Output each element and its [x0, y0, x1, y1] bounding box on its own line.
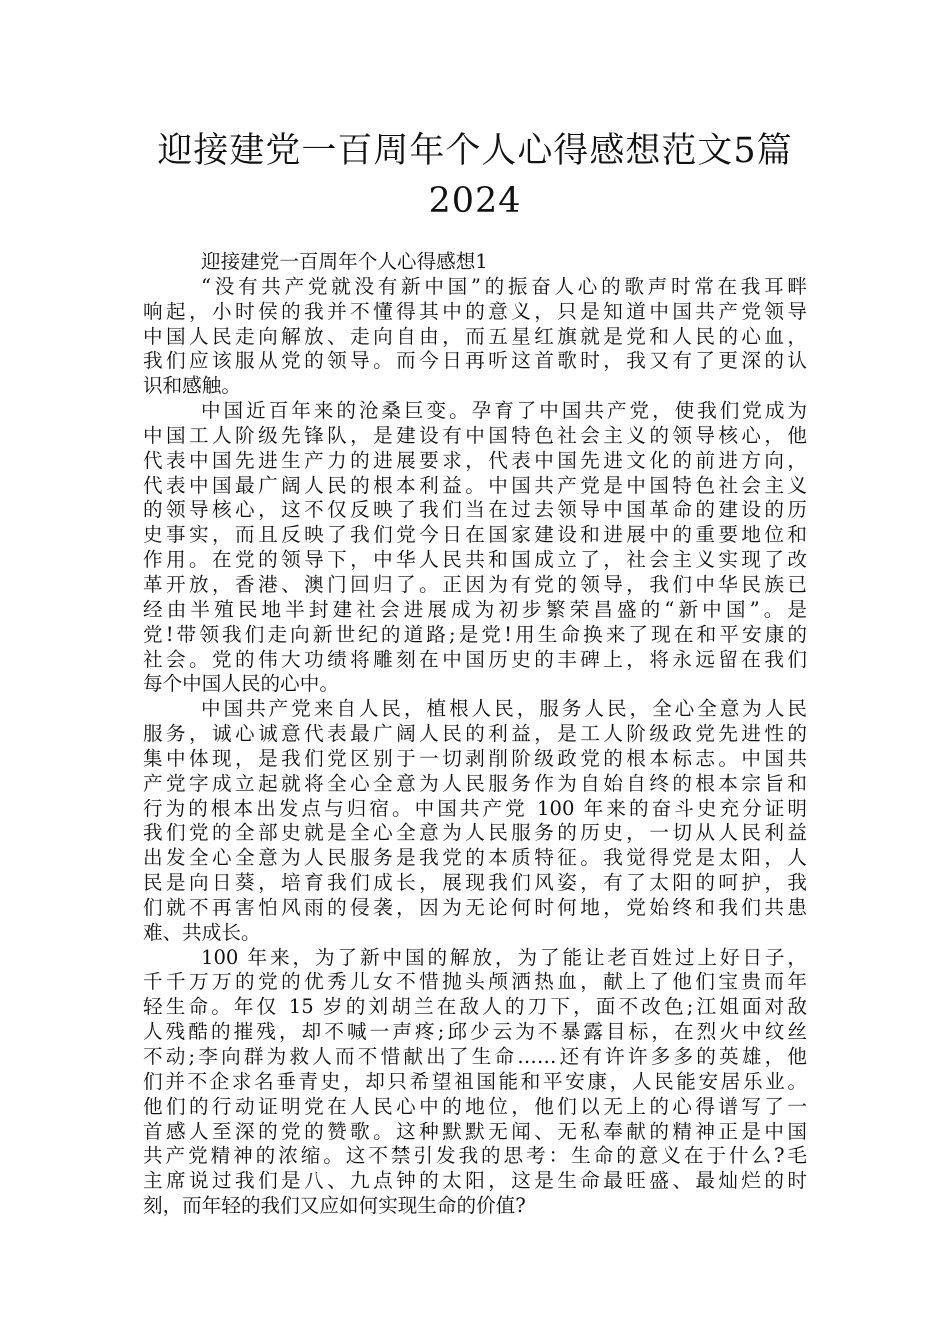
paragraph-line: 社会。党的伟大功绩将雕刻在中国历史的丰碑上，将永远留在我们 — [143, 647, 807, 671]
paragraph-line: 作用。在党的领导下，中华人民共和国成立了，社会主义实现了改 — [143, 548, 807, 572]
paragraph-line: 经由半殖民地半封建社会进展成为初步繁荣昌盛的“新中国”。是 — [143, 597, 807, 621]
paragraph — [143, 275, 807, 399]
document-title — [120, 126, 830, 226]
paragraph-line: 首感人至深的党的赞歌。这种默默无闻、无私奉献的精神正是中国 — [143, 1119, 807, 1143]
paragraph-line: 我们应该服从党的领导。而今日再听这首歌时，我又有了更深的认 — [143, 349, 807, 373]
title-line-2: 2024 — [428, 181, 522, 221]
paragraph-line: 难、共成长。 — [143, 920, 261, 944]
paragraph-line: 中国工人阶级先锋队，是建设有中国特色社会主义的领导核心，他 — [143, 423, 807, 447]
paragraph-line: 集中体现，是我们党区别于一切剥削阶级政党的根本标志。中国共 — [143, 746, 807, 770]
paragraph-line: 他们的行动证明党在人民心中的地位，他们以无上的心得谱写了一 — [143, 1094, 807, 1118]
paragraph-line: 刻，而年轻的我们又应如何实现生命的价值? — [143, 1194, 526, 1218]
paragraph-line: 不动;李向群为救人而不惜献出了生命……还有许许多多的英雄，他 — [143, 1045, 807, 1068]
paragraph-line: 民是向日葵，培育我们成长，展现我们风姿，有了太阳的呵护，我 — [143, 871, 807, 895]
paragraph-line: 们就不再害怕风雨的侵袭，因为无论何时何地，党始终和我们共患 — [143, 895, 807, 919]
paragraph-line: 党!带领我们走向新世纪的道路;是党!用生命换来了现在和平安康的 — [143, 622, 807, 646]
paragraph-line: 代表中国最广阔人民的根本利益。中国共产党是中国特色社会主义 — [143, 473, 807, 497]
paragraph-line: 们并不企求名垂青史，却只希望祖国能和平安康，人民能安居乐业。 — [143, 1069, 807, 1093]
paragraph-line: 出发全心全意为人民服务是我党的本质特征。我觉得党是太阳，人 — [143, 846, 807, 870]
paragraph-line: 100 年来，为了新中国的解放，为了能让老百姓过上好日子， — [201, 945, 807, 969]
document-body — [143, 250, 807, 1219]
paragraph-line: 中国近百年来的沧桑巨变。孕育了中国共产党，使我们党成为 — [201, 399, 807, 423]
paragraph-line: 响起，小时侯的我并不懂得其中的意义，只是知道中国共产党领导 — [143, 299, 807, 323]
paragraph-line: 革开放，香港、澳门回归了。正因为有党的领导，我们中华民族已 — [143, 572, 807, 596]
title-line-1: 迎接建党一百周年个人心得感想范文5篇 — [157, 131, 793, 171]
paragraph-line: 中国人民走向解放、走向自由，而五星红旗就是党和人民的心血， — [143, 324, 807, 348]
paragraph-line: “没有共产党就没有新中国”的振奋人心的歌声时常在我耳畔 — [201, 274, 807, 298]
paragraph — [143, 946, 807, 1219]
paragraph-line: 识和感触。 — [143, 374, 241, 398]
paragraph-list — [143, 275, 807, 1219]
paragraph-line: 我们党的全部史就是全心全意为人民服务的历史，一切从人民利益 — [143, 821, 807, 845]
paragraph-line: 千千万万的党的优秀儿女不惜抛头颅洒热血，献上了他们宝贵而年 — [143, 970, 807, 994]
paragraph-line: 人残酷的摧残，却不喊一声疼;邱少云为不暴露目标，在烈火中纹丝 — [143, 1020, 807, 1044]
paragraph-line: 产党字成立起就将全心全意为人民服务作为自始自终的根本宗旨和 — [143, 771, 807, 795]
paragraph-line: 史事实，而且反映了我们党今日在国家建设和进展中的重要地位和 — [143, 523, 807, 547]
paragraph — [143, 697, 807, 945]
paragraph-line: 轻生命。年仅 15 岁的刘胡兰在敌人的刀下，面不改色;江姐面对敌 — [143, 995, 807, 1019]
paragraph-line: 主席说过我们是八、九点钟的太阳，这是生命最旺盛、最灿烂的时 — [143, 1169, 807, 1193]
paragraph-line: 的领导核心，这不仅反映了我们当在过去领导中国革命的建设的历 — [143, 498, 807, 522]
paragraph-line: 每个中国人民的心中。 — [143, 672, 339, 696]
paragraph-line: 共产党精神的浓缩。这不禁引发我的思考：生命的意义在于什么?毛 — [143, 1144, 807, 1168]
paragraph — [143, 399, 807, 697]
paragraph-line: 代表中国先进生产力的进展要求，代表中国先进文化的前进方向， — [143, 448, 807, 472]
paragraph-line: 行为的根本出发点与归宿。中国共产党 100 年来的奋斗史充分证明 — [143, 796, 807, 820]
paragraph-line: 服务，诚心诚意代表最广阔人民的利益，是工人阶级政党先进性的 — [143, 722, 807, 746]
section-subtitle: 迎接建党一百周年个人心得感想1 — [201, 250, 488, 273]
paragraph-line: 中国共产党来自人民，植根人民，服务人民，全心全意为人民 — [201, 697, 807, 721]
